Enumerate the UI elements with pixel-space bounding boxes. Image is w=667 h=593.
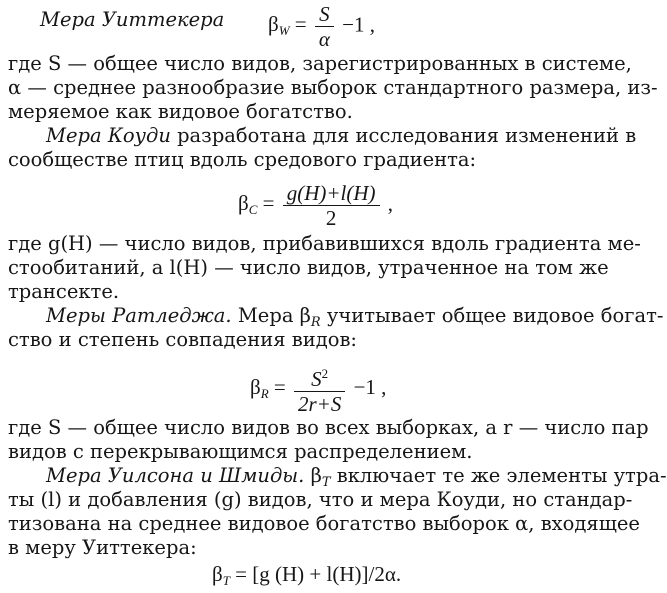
cody-denominator: 2: [325, 206, 337, 230]
cody-heading: Мера Коуди: [46, 124, 171, 147]
whittaker-fraction: [315, 3, 334, 50]
routledge-line-4: видов с перекрывающимся распределением.: [8, 440, 473, 463]
routledge-numerator: $S^2$: [294, 363, 345, 392]
cody-intro-rest: разработана для исследования изменений в: [170, 124, 637, 147]
whittaker-denominator: α: [318, 27, 330, 51]
whittaker-formula: [268, 3, 375, 50]
cody-fraction: [283, 182, 380, 229]
cody-formula-lhs: $\beta_C$ =: [238, 191, 275, 218]
cody-numerator: g(H)+l(H): [283, 182, 380, 206]
whittaker-heading-text: Мера Уиттекера: [40, 8, 225, 31]
routledge-line-3: где S — общее число видов во всех выборках, а r — число пар: [8, 416, 649, 439]
cody-line-5: трансекте.: [8, 280, 120, 303]
cody-intro: [46, 124, 637, 148]
routledge-formula-tail: −1 ,: [353, 374, 387, 399]
whittaker-numerator: S: [315, 3, 334, 27]
wilson-line-4: в меру Уиттекера:: [8, 536, 197, 559]
whittaker-formula-tail: −1 ,: [342, 12, 375, 37]
whittaker-formula-lhs: $\beta_W$ =: [268, 12, 307, 39]
routledge-fraction: [294, 363, 345, 415]
cody-formula-tail: ,: [387, 191, 394, 216]
routledge-line-2: ство и степень совпадения видов:: [8, 328, 357, 351]
cody-formula: [238, 182, 393, 229]
whittaker-line-1: где S — общее число видов, зарегистрированных в системе,: [8, 52, 632, 75]
wilson-line-2: ты (l) и добавления (g) видов, что и мера Коуди, но стандар-: [8, 488, 633, 511]
routledge-heading: Меры Ратледжа.: [46, 304, 232, 327]
wilson-line-3: тизована на среднее видовое богатство выборок α, входящее: [8, 512, 640, 535]
routledge-intro-rest: Мера $\beta_R$ учитывает общее видовое богат-: [231, 304, 664, 330]
routledge-denominator: 2r+S: [297, 392, 342, 416]
routledge-formula-lhs: $\beta_R$ =: [250, 374, 286, 401]
cody-line-4: стообитаний, а l(H) — число видов, утраченное на том же: [8, 256, 609, 279]
wilson-heading: Мера Уилсона и Шмиды.: [46, 464, 305, 487]
cody-line-3: где g(H) — число видов, прибавившихся вдоль градиента ме-: [8, 232, 641, 255]
whittaker-line-3: меряемое как видовое богатство.: [8, 100, 353, 123]
whittaker-line-2: α — среднее разнообразие выборок стандартного размера, из-: [8, 76, 658, 99]
wilson-formula: $\beta_T = [g$ (H) + l(H)]/2α.: [212, 562, 402, 588]
cody-line-2: сообществе птиц вдоль средового градиента:: [8, 148, 477, 171]
wilson-intro-rest: $\beta_T$ включает те же элементы утра-: [304, 464, 667, 490]
routledge-formula: [250, 363, 386, 415]
